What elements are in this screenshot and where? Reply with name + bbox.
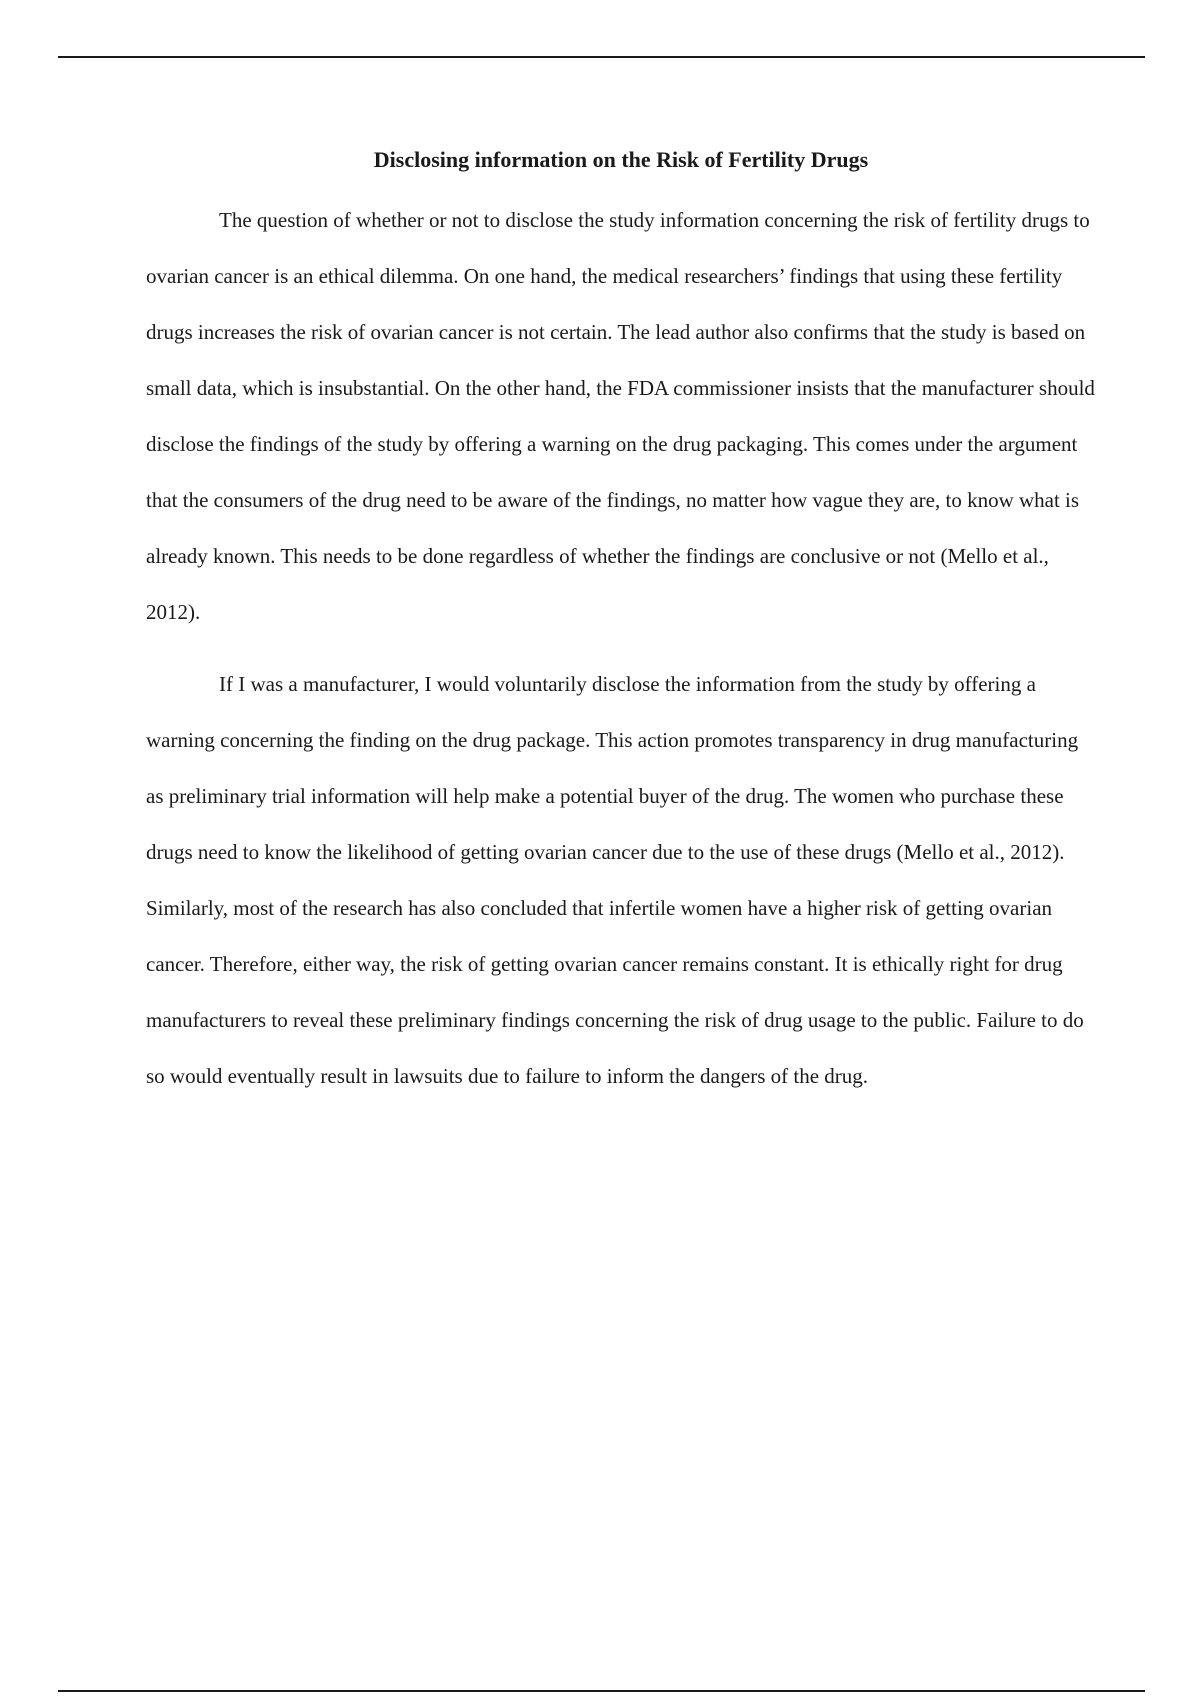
paragraph-2: If I was a manufacturer, I would voluntarily disclose the information from the study by offering a warning concerning the finding on the drug package. This action promotes transparency in drug manufacturing as preliminary trial information will help make a potential buyer of the drug. The women who purchase these drugs need to know the likelihood of getting ovarian cancer due to the use of these drugs (Mello et al., 2012). Similarly, most of the research has also concluded that infertile women have a higher risk of getting ovarian cancer. Therefore, either way, the risk of getting ovarian cancer remains constant. It is ethically right for drug manufacturers to reveal these preliminary findings concerning the risk of drug usage to the public. Failure to do so would eventually result in lawsuits due to failure to inform the dangers of the drug. [146, 672, 1084, 1088]
document-title: Disclosing information on the Risk of Fertility Drugs [373, 147, 869, 172]
paragraph-1: The question of whether or not to disclose the study information concerning the risk of fertility drugs to ovarian cancer is an ethical dilemma. On one hand, the medical researchers’ findings that using these fertility drugs increases the risk of ovarian cancer is not certain. The lead author also confirms that the study is based on small data, which is insubstantial. On the other hand, the FDA commissioner insists that the manufacturer should disclose the findings of the study by offering a warning on the drug packaging. This comes under the argument that the consumers of the drug need to be aware of the findings, no matter how vague they are, to know what is already known. This needs to be done regardless of whether the findings are conclusive or not (Mello et al., 2012). [146, 208, 1095, 624]
footer-rule [58, 1690, 1145, 1692]
document-page [146, 140, 1096, 1120]
header-rule [58, 56, 1145, 58]
